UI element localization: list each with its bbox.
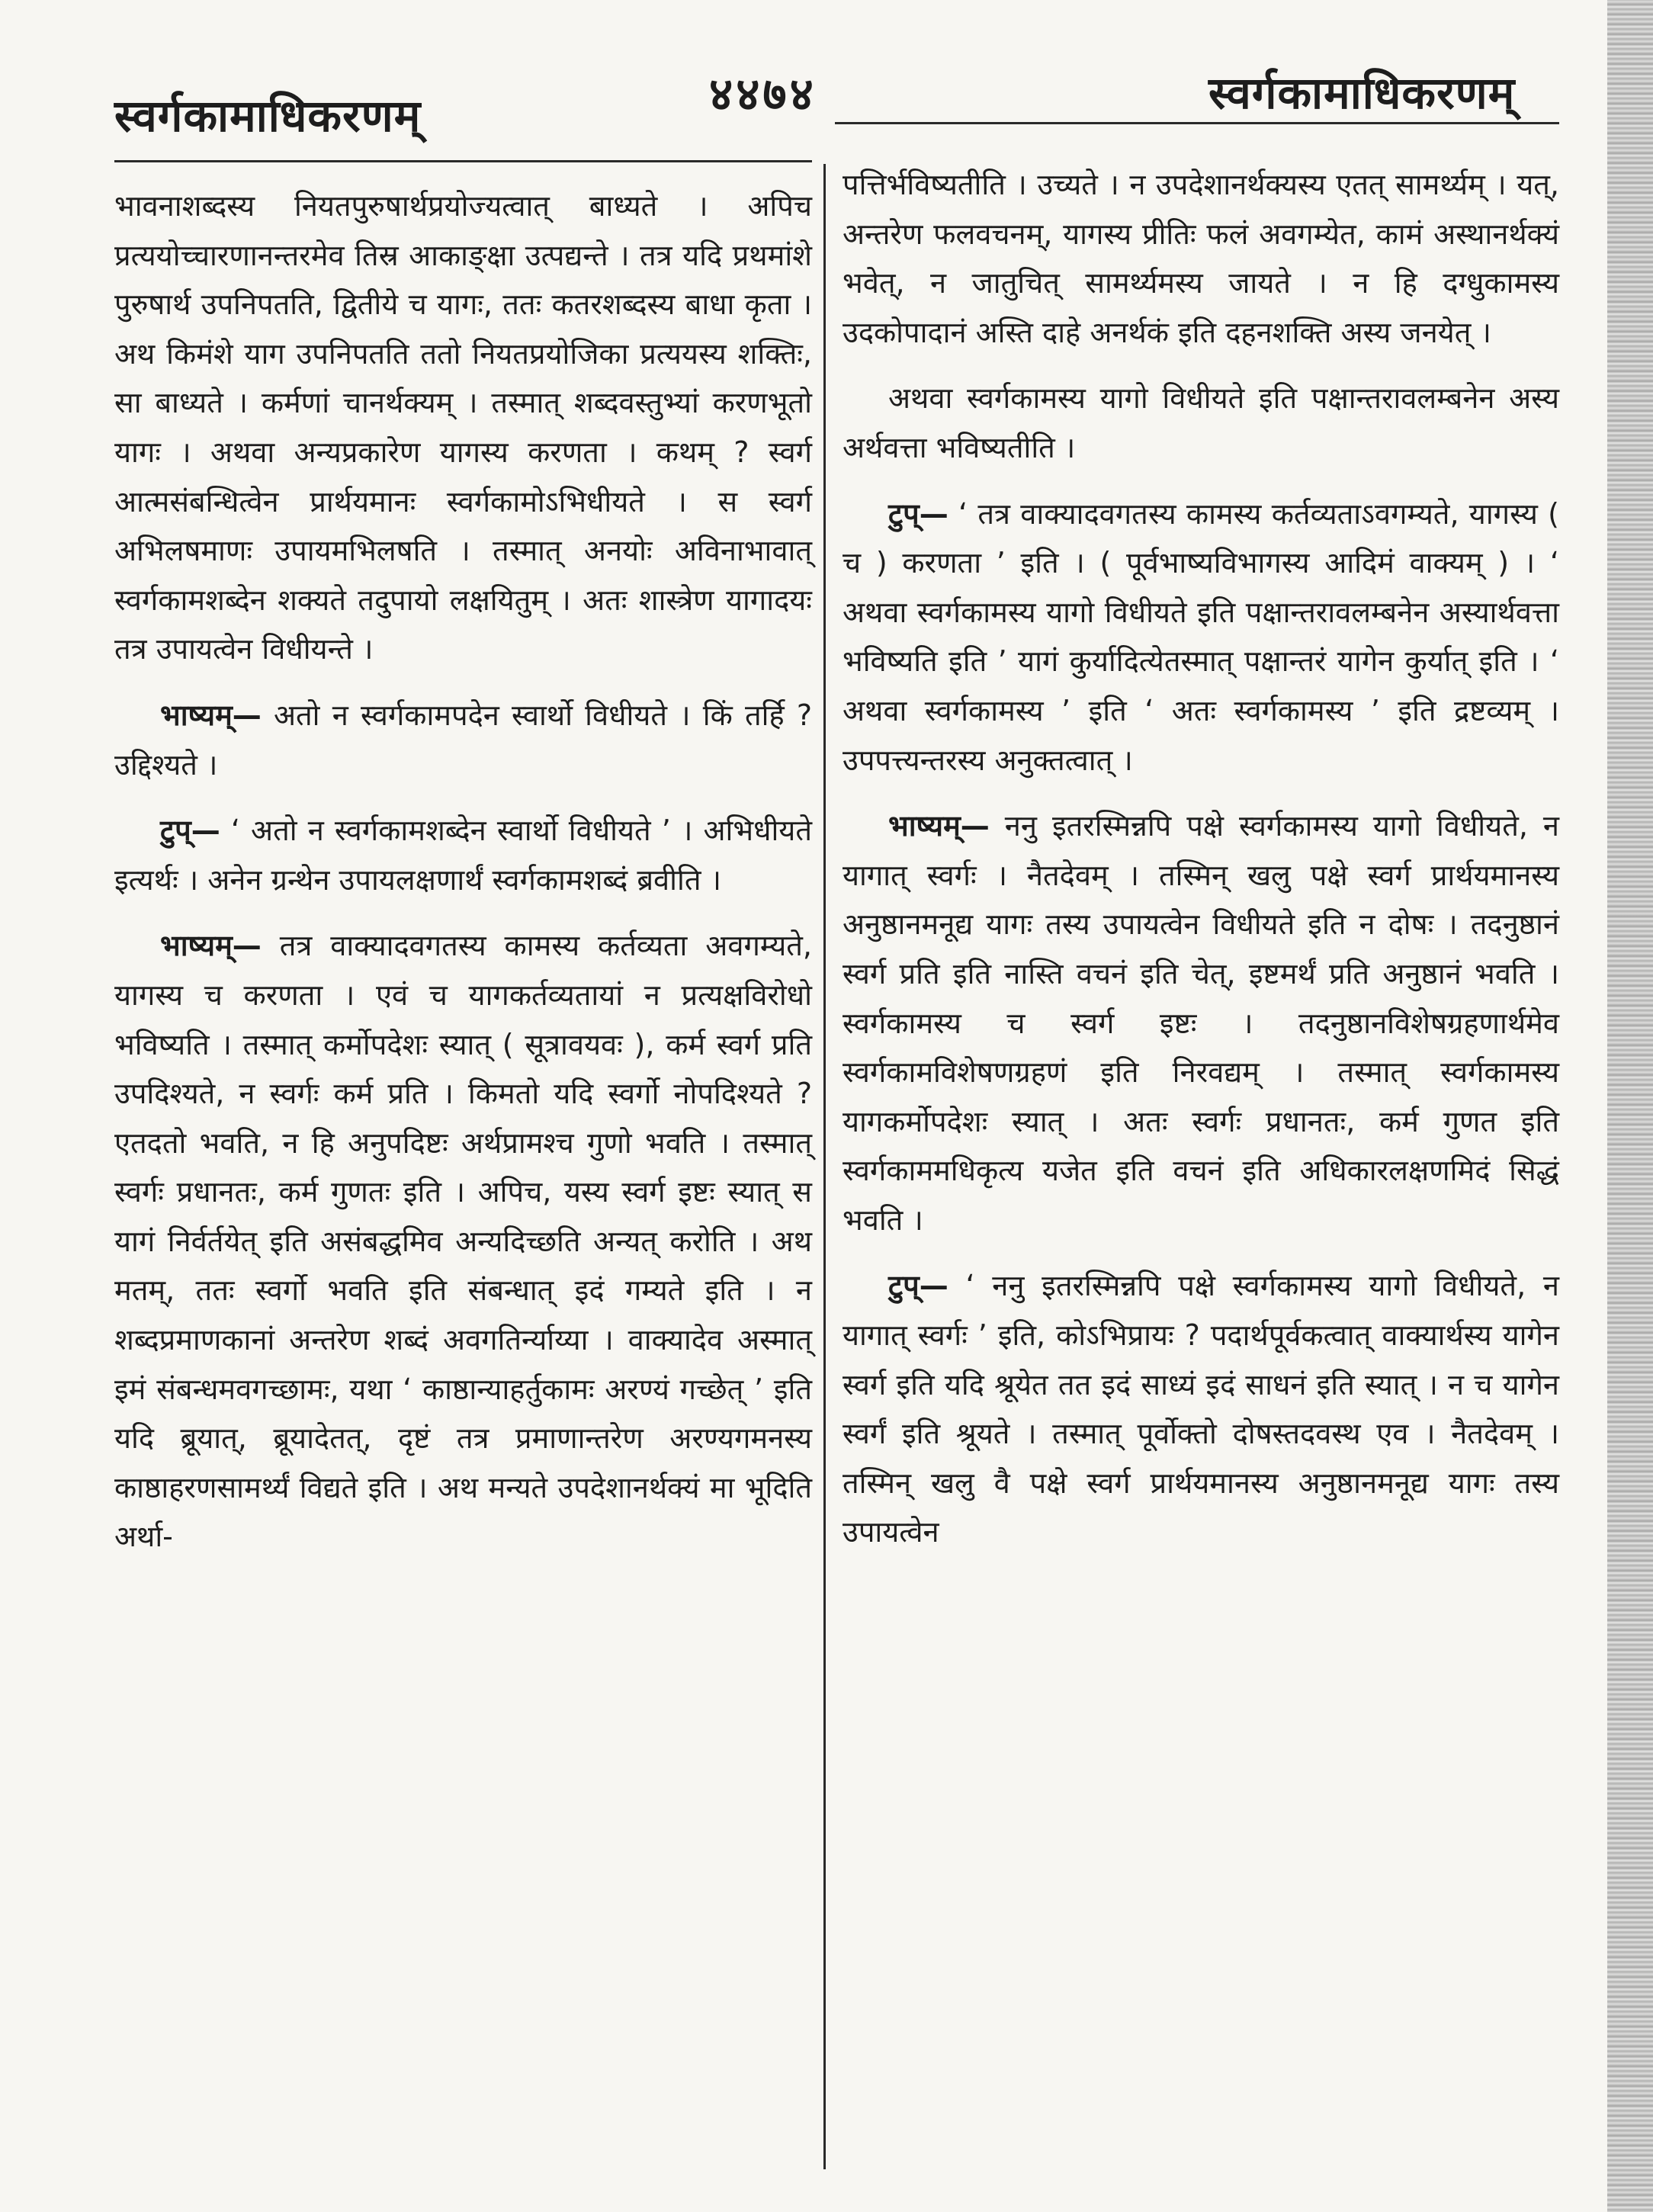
bhashyam-label: भाष्यम्— [160,698,262,732]
right-paragraph-3-text: ‘ तत्र वाक्यादवगतस्य कामस्य कर्तव्यताऽवगम्यते, यागस्य ( च ) करणता ’ इति । ( पूर्वभाष्यविभागस्य आदिमं वाक्यम् ) । ‘ अथवा स्वर्गकामस्य यागो विधीयते इति पक्षान्तरावलम्बनेन अस्यार्थवत्ता भविष्यति इति ’ यागं कुर्यादित्येतस्मात् पक्षान्तरं यागेन कुर्यात् इति । ‘ अथवा स्वर्गकामस्य ’ इति ‘ अतः स्वर्गकामस्य ’ इति द्रष्टव्यम् । उपपत्त्यन्तरस्य अनुक्तत्वात् । [843,496,1559,777]
header-rule-left [114,160,812,162]
header-rule-right [835,122,1559,124]
left-paragraph-2-text: अतो न स्वर्गकामपदेन स्वार्थो विधीयते । किं तर्हि ? उद्दिश्यते । [114,698,812,782]
tup-label: टुप्— [888,1269,948,1303]
left-paragraph-1: भावनाशब्दस्य नियतपुरुषार्थप्रयोज्यत्वात् बाध्यते । अपिच प्रत्ययोच्चारणानन्तरमेव तिस्र आकाङ्क्षा उत्पद्यन्ते । तत्र यदि प्रथमांशे पुरुषार्थ उपनिपतति, द्वितीये च यागः, ततः कतरशब्दस्य बाधा कृता । अथ किमंशे याग उपनिपतति ततो नियतप्रयोजिका प्रत्ययस्य शक्तिः, सा बाध्यते । कर्मणां चानर्थक्यम् । तस्मात् शब्दवस्तुभ्यां करणभूतो यागः । अथवा अन्यप्रकारेण यागस्य करणता । कथम् ? स्वर्ग आत्मसंबन्धित्वेन प्रार्थयमानः स्वर्गकामोऽभिधीयते । स स्वर्ग अभिलषमाणः उपायमभिलषति । तस्मात् अनयोः अविनाभावात् स्वर्गकामशब्देन शक्यते तदुपायो लक्षयितुम् । अतः शास्त्रेण यागादयः तत्र उपायत्वेन विधीयन्ते । [114,189,812,666]
left-paragraph-3-text: ‘ अतो न स्वर्गकामशब्देन स्वार्थो विधीयते ’ । अभिधीयते इत्यर्थः । अनेन ग्रन्थेन उपायलक्षणार्थं स्वर्गकामशब्दं ब्रवीति । [114,814,812,897]
running-title-right: स्वर्गकामाधिकरणम् [1208,67,1516,119]
bhashyam-label: भाष्यम्— [160,929,262,963]
page-number: ४४७४ [709,68,817,121]
left-paragraph-4-text: तत्र वाक्यादवगतस्य कामस्य कर्तव्यता अवगम्यते, यागस्य च करणता । एवं च यागकर्तव्यतायां न प्रत्यक्षविरोधो भविष्यति । तस्मात् कर्मोपदेशः स्यात् ( सूत्रावयवः ), कर्म स्वर्ग प्रति उपदिश्यते, न स्वर्गः कर्म प्रति । किमतो यदि स्वर्गो नोपदिश्यते ? एतदतो भवति, न हि अनुपदिष्टः अर्थप्रामश्च गुणो भवति । तस्मात् स्वर्गः प्रधानतः, कर्म गुणतः इति । अपिच, यस्य स्वर्ग इष्टः स्यात् स यागं निर्वर्तयेत् इति असंबद्धमिव अन्यदिच्छति अन्यत् करोति । अथ मतम्, ततः स्वर्गो भवति इति संबन्धात् इदं गम्यते इति । न शब्दप्रमाणकानां अन्तरेण शब्दं अवगतिर्न्याय्या । वाक्यादेव अस्मात् इमं संबन्धमवगच्छामः, यथा ‘ काष्ठान्याहर्तुकामः अरण्यं गच्छेत् ’ इति यदि ब्रूयात्, ब्रूयादेतत्, दृष्टं तत्र प्रमाणान्तरेण अरण्यगमनस्य काष्ठाहरणसामर्थ्यं विद्यते इति । अथ मन्यते उपदेशानर्थक्यं मा भूदिति अर्था- [114,929,812,1554]
tup-label: टुप्— [888,496,948,531]
right-paragraph-1: पत्तिर्भविष्यतीति । उच्यते । न उपदेशानर्थक्यस्य एतत् सामर्थ्यम् । यत्, अन्तरेण फलवचनम्, यागस्य प्रीतिः फलं अवगम्येत, कामं अस्थानर्थक्यं भवेत्, न जातुचित् सामर्थ्यमस्य जायते । न हि दग्धुकामस्य उदकोपादानं अस्ति दाहे अनर्थकं इति दहनशक्ति अस्य जनयेत् । [843,168,1559,349]
right-paragraph-4 [843,801,1559,1244]
left-paragraph-4 [114,921,812,1562]
right-paragraph-3 [843,490,1559,785]
right-column [843,160,1559,1574]
tup-label: टुप्— [160,814,220,848]
right-paragraph-5-text: ‘ ननु इतरस्मिन्नपि पक्षे स्वर्गकामस्य यागो विधीयते, न यागात् स्वर्गः ’ इति, कोऽभिप्रायः ? पदार्थपूर्वकत्वात् वाक्यार्थस्य यागेन स्वर्ग इति यदि श्रूयेत तत इदं साध्यं इदं साधनं इति स्यात् । न च यागेन स्वर्गं इति श्रूयते । तस्मात् पूर्वोक्तो दोषस्तदवस्थ एव । नैतदेवम् । तस्मिन् खलु वै पक्षे स्वर्ग प्रार्थयमानस्य अनुष्ठानमनूद्य यागः तस्य उपायत्वेन [843,1269,1559,1549]
right-paragraph-2: अथवा स्वर्गकामस्य यागो विधीयते इति पक्षान्तरावलम्बनेन अस्य अर्थवत्ता भविष्यतीति । [843,381,1559,464]
running-title-left: स्वर्गकामाधिकरणम् [114,90,422,142]
right-paragraph-5 [843,1261,1559,1557]
page-header [0,0,1653,164]
left-column [114,181,812,1578]
scan-edge-texture [1607,0,1653,2212]
left-paragraph-2 [114,691,812,789]
bhashyam-label: भाष्यम्— [888,809,990,843]
right-paragraph-4-text: ननु इतरस्मिन्नपि पक्षे स्वर्गकामस्य यागो विधीयते, न यागात् स्वर्गः । नैतदेवम् । तस्मिन् खलु पक्षे स्वर्ग प्रार्थयमानस्य अनुष्ठानमनूद्य यागः तस्य उपायत्वेन विधीयते इति न दोषः । तदनुष्ठानं स्वर्ग प्रति इति नास्ति वचनं इति चेत्, इष्टमर्थं प्रति अनुष्ठानं भवति । स्वर्गकामस्य च स्वर्ग इष्टः । तदनुष्ठानविशेषग्रहणार्थमेव स्वर्गकामविशेषणग्रहणं इति निरवद्यम् । तस्मात् स्वर्गकामस्य यागकर्मोपदेशः स्यात् । अतः स्वर्गः प्रधानतः, कर्म गुणत इति स्वर्गकाममधिकृत्य यजेत इति वचनं इति अधिकारलक्षणमिदं सिद्धं भवति । [843,809,1559,1237]
left-paragraph-3 [114,806,812,904]
column-divider [823,164,826,2169]
